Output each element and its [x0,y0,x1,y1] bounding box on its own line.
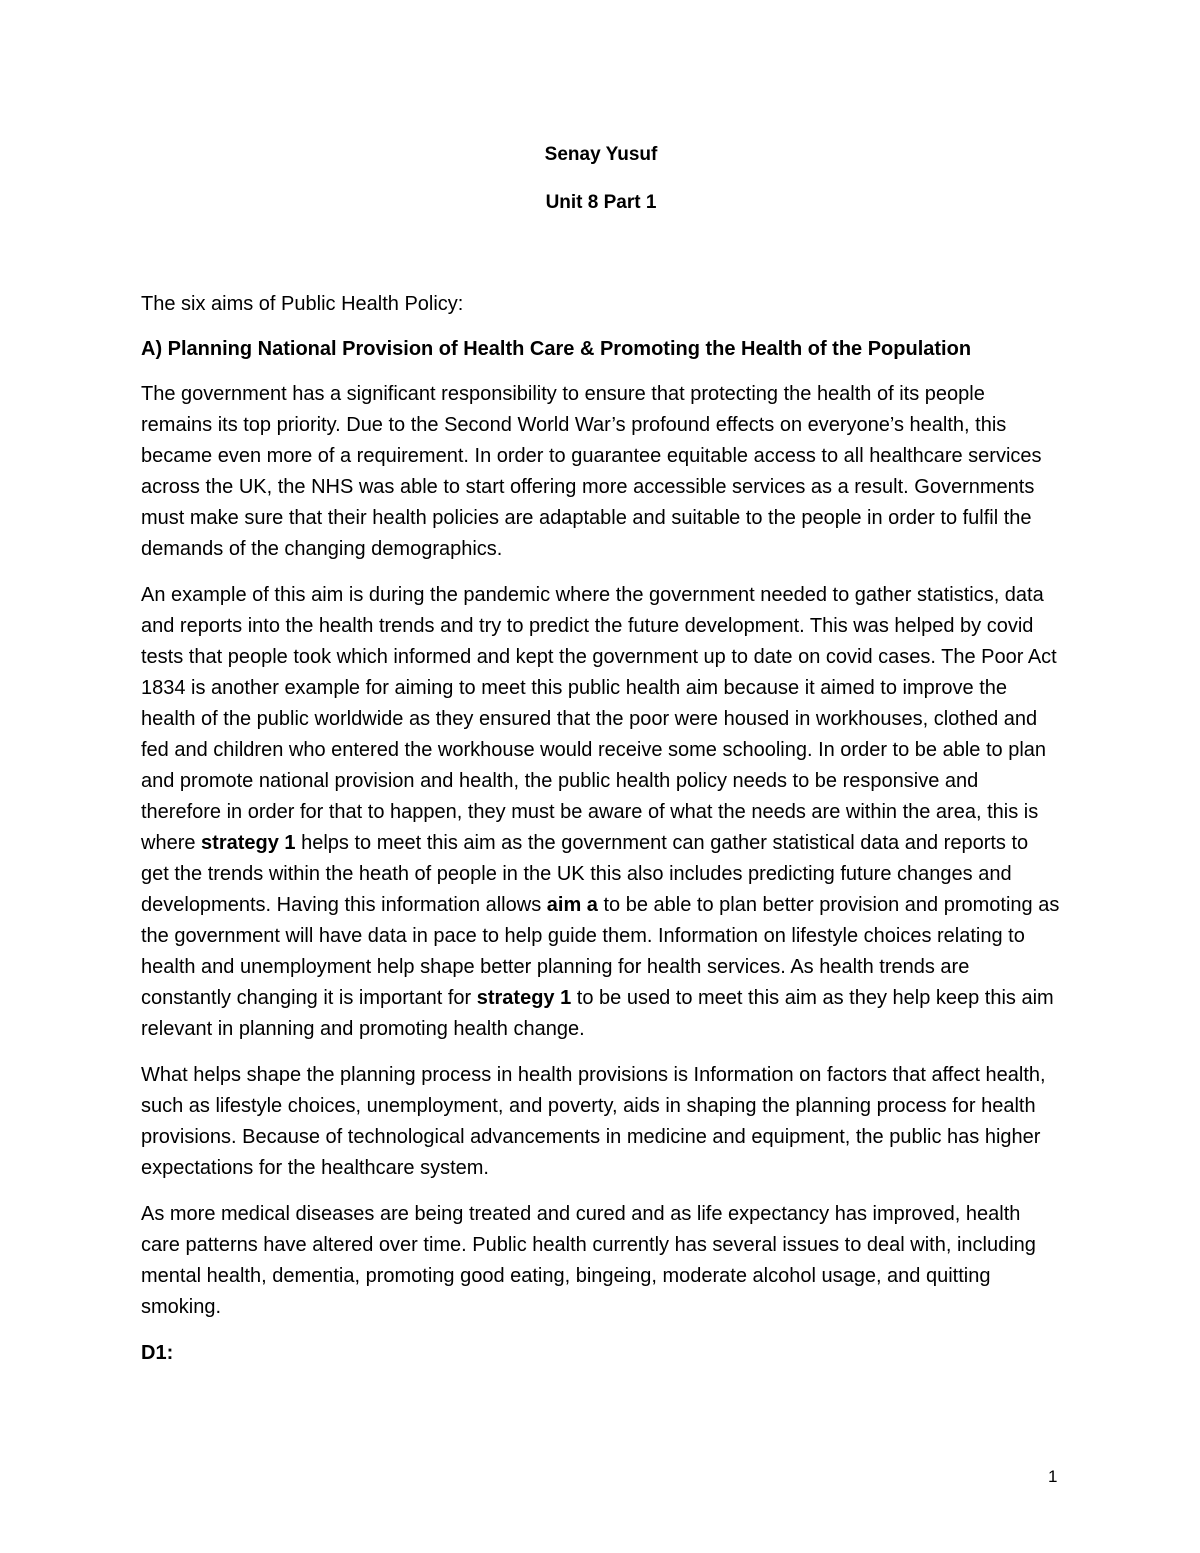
intro-line: The six aims of Public Health Policy: [141,293,464,315]
paragraph-2-text-3: to be able to plan better provision and promoting as the government will have data in pace to help guide them. Information on lifestyle choices relating to health and unemployment help shape better planning for health services. As health trends are constantly changing it is important for [141,894,1060,1009]
page-number: 1 [1048,1467,1058,1486]
section-a-heading: A) Planning National Provision of Health Care & Promoting the Health of the Population [141,338,972,360]
aim-a-bold: aim a [546,894,598,916]
document-header [141,140,1061,218]
paragraph-2-text-2: helps to meet this aim as the government can gather statistical data and reports to get the trends within the heath of people in the UK this also includes predicting future changes and developments. Having this information allows [141,832,1029,916]
strategy-1-bold-second: strategy 1 [476,987,572,1009]
paragraph-2 [141,580,1061,1045]
unit-title: Unit 8 Part 1 [545,192,657,213]
paragraph-3: What helps shape the planning process in health provisions is Information on factors that affect health, such as lifestyle choices, unemployment, and poverty, aids in shaping the planning process for health provisions. Because of technological advancements in medicine and equipment, the public has higher expectations for the healthcare system. [141,1064,1046,1179]
d1-label: D1: [141,1342,174,1364]
paragraph-2-text-1: An example of this aim is during the pandemic where the government needed to gather statistics, data and reports into the health trends and try to predict the future development. This was helped by covid tests that people took which informed and kept the government up to date on covid cases. The Poor Act 1834 is another example for aiming to meet this public health aim because it aimed to improve the health of the public worldwide as they ensured that the poor were housed in workhouses, clothed and fed and children who entered the workhouse would receive some schooling. In order to be able to plan and promote national provision and health, the public health policy needs to be responsive and therefore in order for that to happen, they must be aware of what the needs are within the area, this is where [141,584,1057,854]
paragraph-1: The government has a significant responsibility to ensure that protecting the health of its people remains its top priority. Due to the Second World War’s profound effects on everyone’s health, this became even more of a requirement. In order to guarantee equitable access to all healthcare services across the UK, the NHS was able to start offering more accessible services as a result. Governments must make sure that their health policies are adaptable and suitable to the people in order to fulfil the demands of the changing demographics. [141,383,1042,560]
page-content [141,140,1061,1369]
strategy-1-bold: strategy 1 [201,832,296,854]
author-name: Senay Yusuf [544,144,658,165]
paragraph-4: As more medical diseases are being treated and cured and as life expectancy has improved, health care patterns have altered over time. Public health currently has several issues to deal with, including mental health, dementia, promoting good eating, bingeing, moderate alcohol usage, and quitting smoking. [141,1203,1036,1318]
paragraph-2-text-4: to be used to meet this aim as they help keep this aim relevant in planning and promoting health change. [141,987,1054,1040]
